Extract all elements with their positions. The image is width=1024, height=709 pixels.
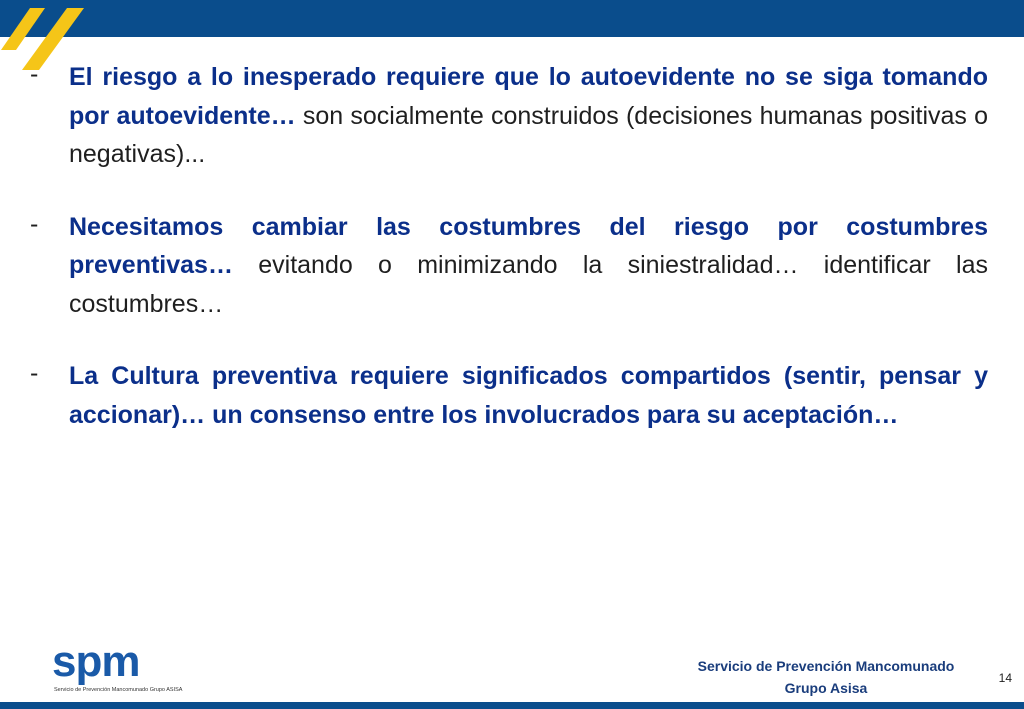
bullet-bold-text: La Cultura preventiva requiere significados compartidos (sentir, pensar y accionar)… un consenso entre los involucrados para su aceptación… — [69, 362, 988, 429]
footer-bar — [0, 702, 1024, 709]
page-number: 14 — [998, 671, 1012, 685]
footer-org-line1: Servicio de Prevención Mancomunado — [697, 658, 955, 674]
bullet-item-2 — [30, 208, 988, 324]
header-bar — [0, 0, 1024, 37]
bullet-list — [30, 58, 988, 468]
spm-logo — [52, 637, 183, 698]
bullet-item-1 — [30, 58, 988, 174]
bullet-bold-text: Necesitamos cambiar las costumbres del riesgo por costumbres preventivas… — [69, 212, 988, 279]
logo-tagline: Servicio de Prevención Mancomunado Grupo ASISA — [54, 687, 183, 693]
bullet-item-3 — [30, 357, 988, 434]
bullet-dash: - — [30, 209, 39, 238]
bullet-bold-text: El riesgo a lo inesperado requiere que lo autoevidente no se siga tomando por autoevidente… — [69, 63, 988, 130]
bullet-dash: - — [30, 359, 39, 387]
footer-organization — [676, 655, 976, 699]
footer-org-line2: Grupo Asisa — [784, 680, 868, 696]
bullet-dash: - — [30, 60, 39, 88]
logo-wordmark: spm — [52, 637, 140, 686]
bullet-normal-text: son socialmente construidos (decisiones humanas positivas o negativas)... — [69, 101, 989, 168]
bullet-normal-text: evitando o minimizando la siniestralidad… identificar las costumbres… — [69, 251, 988, 318]
